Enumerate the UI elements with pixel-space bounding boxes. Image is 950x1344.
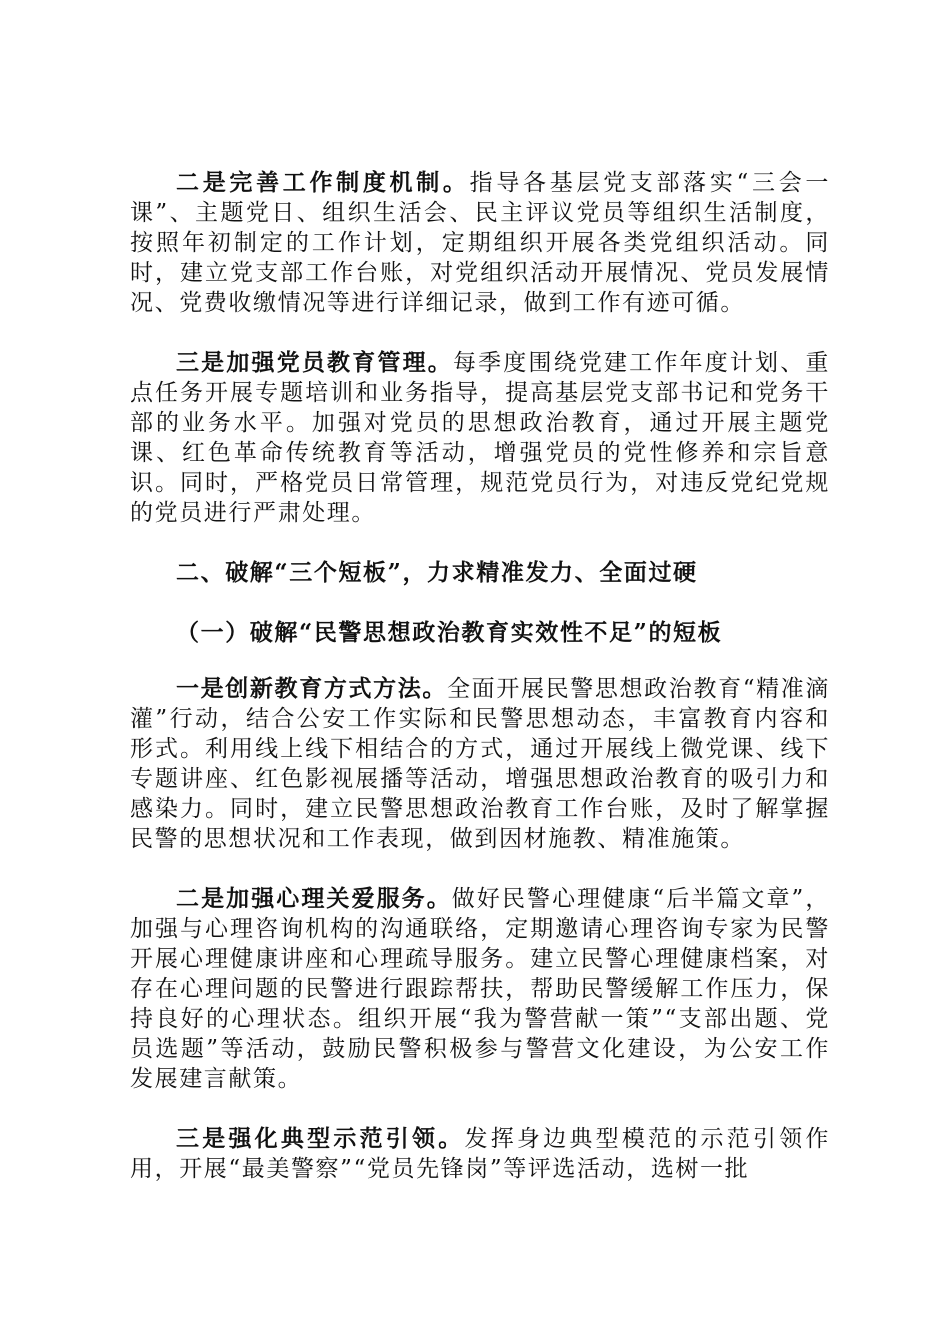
sub-heading: （一）破解“民警思想政治教育实效性不足”的短板	[176, 619, 723, 646]
paragraph-psychological-care	[130, 884, 830, 1094]
paragraph-improve-work-system	[130, 168, 830, 318]
paragraph-text: 发挥身边典型模范的示范引领作用，开展“最美警察”“党员先锋岗”等评选活动，选树一批	[130, 1126, 830, 1182]
paragraph-innovate-education	[130, 674, 830, 854]
paragraph-lead: 一是创新教育方式方法。	[176, 675, 448, 702]
paragraph-text: 全面开展民警思想政治教育“精准滴灌”行动，结合公安工作实际和民警思想动态，丰富教育内容和形式。利用线上线下相结合的方式，通过开展线上微党课、线下专题讲座、红色影视展播等活动，增强思想政治教育的吸引力和感染力。同时，建立民警思想政治教育工作台账，及时了解掌握民警的思想状况和工作表现，做到因材施教、精准施策。	[130, 676, 831, 852]
document-body	[130, 168, 830, 1214]
paragraph-text: 做好民警心理健康“后半篇文章”，加强与心理咨询机构的沟通联络，定期邀请心理咨询专家为民警开展心理健康讲座和心理疏导服务。建立民警心理健康档案，对存在心理问题的民警进行跟踪帮扶，帮助民警缓解工作压力，保持良好的心理状态。组织开展“我为警营献一策”“支部出题、党员选题”等活动，鼓励民警积极参与警营文化建设，为公安工作发展建言献策。	[130, 886, 830, 1092]
paragraph-lead: 二是加强心理关爱服务。	[176, 885, 452, 912]
paragraph-text: 指导各基层党支部落实“三会一课”、主题党日、组织生活会、民主评议党员等组织生活制度，按照年初制定的工作计划，定期组织开展各类党组织活动。同时，建立党支部工作台账，对党组织活动开展情况、党员发展情况、党费收缴情况等进行详细记录，做到工作有迹可循。	[130, 170, 830, 316]
paragraph-lead: 三是加强党员教育管理。	[176, 349, 453, 376]
paragraph-typical-examples	[130, 1124, 830, 1184]
paragraph-text: 每季度围绕党建工作年度计划、重点任务开展专题培训和业务指导，提高基层党支部书记和党务干部的业务水平。加强对党员的思想政治教育，通过开展主题党课、红色革命传统教育等活动，增强党员的党性修养和宗旨意识。同时，严格党员日常管理，规范党员行为，对违反党纪党规的党员进行严肃处理。	[130, 350, 830, 526]
paragraph-member-education	[130, 348, 830, 528]
paragraph-lead: 二是完善工作制度机制。	[176, 169, 470, 196]
paragraph-lead: 三是强化典型示范引领。	[176, 1125, 465, 1152]
section-heading: 二、破解“三个短板”，力求精准发力、全面过硬	[176, 559, 698, 586]
